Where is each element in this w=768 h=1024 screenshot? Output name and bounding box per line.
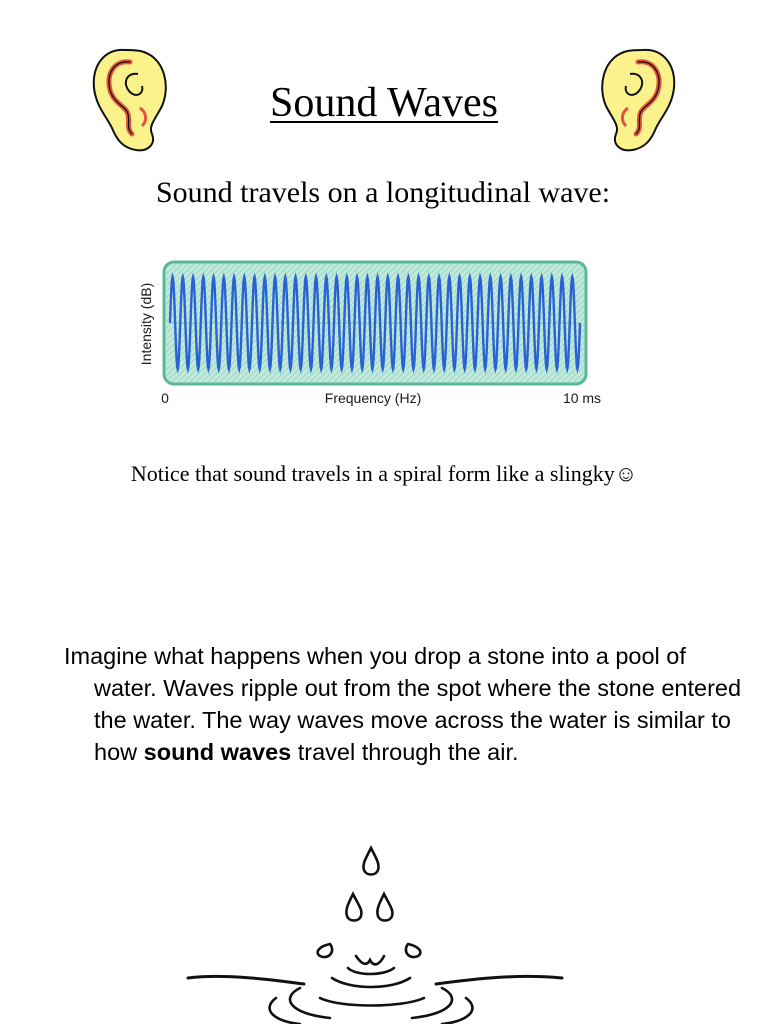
water-drop-ripple-illustration bbox=[180, 838, 570, 1024]
page-title-text: Sound Waves bbox=[269, 80, 498, 126]
paragraph-bold-term: sound waves bbox=[143, 739, 292, 765]
page-subtitle: Sound travels on a longitudinal wave: bbox=[155, 176, 611, 209]
paragraph-text-after: travel through the air. bbox=[291, 739, 519, 765]
y-axis-label: Intensity (dB) bbox=[138, 282, 154, 366]
note-text: Notice that sound travels in a spiral form like a slingky☺ bbox=[130, 461, 638, 486]
body-paragraph bbox=[64, 640, 754, 768]
x-end-label: 10 ms bbox=[562, 390, 602, 406]
paragraph-text-before: Imagine what happens when you drop a stone into a pool of water. Waves ripple out from the spot where the stone entered the water. The way waves move across the water is similar to how bbox=[64, 643, 742, 765]
page-title bbox=[0, 78, 768, 128]
x-start-label: 0 bbox=[161, 390, 169, 406]
x-axis-label: Frequency (Hz) bbox=[324, 390, 422, 406]
longitudinal-wave-figure bbox=[130, 256, 620, 414]
